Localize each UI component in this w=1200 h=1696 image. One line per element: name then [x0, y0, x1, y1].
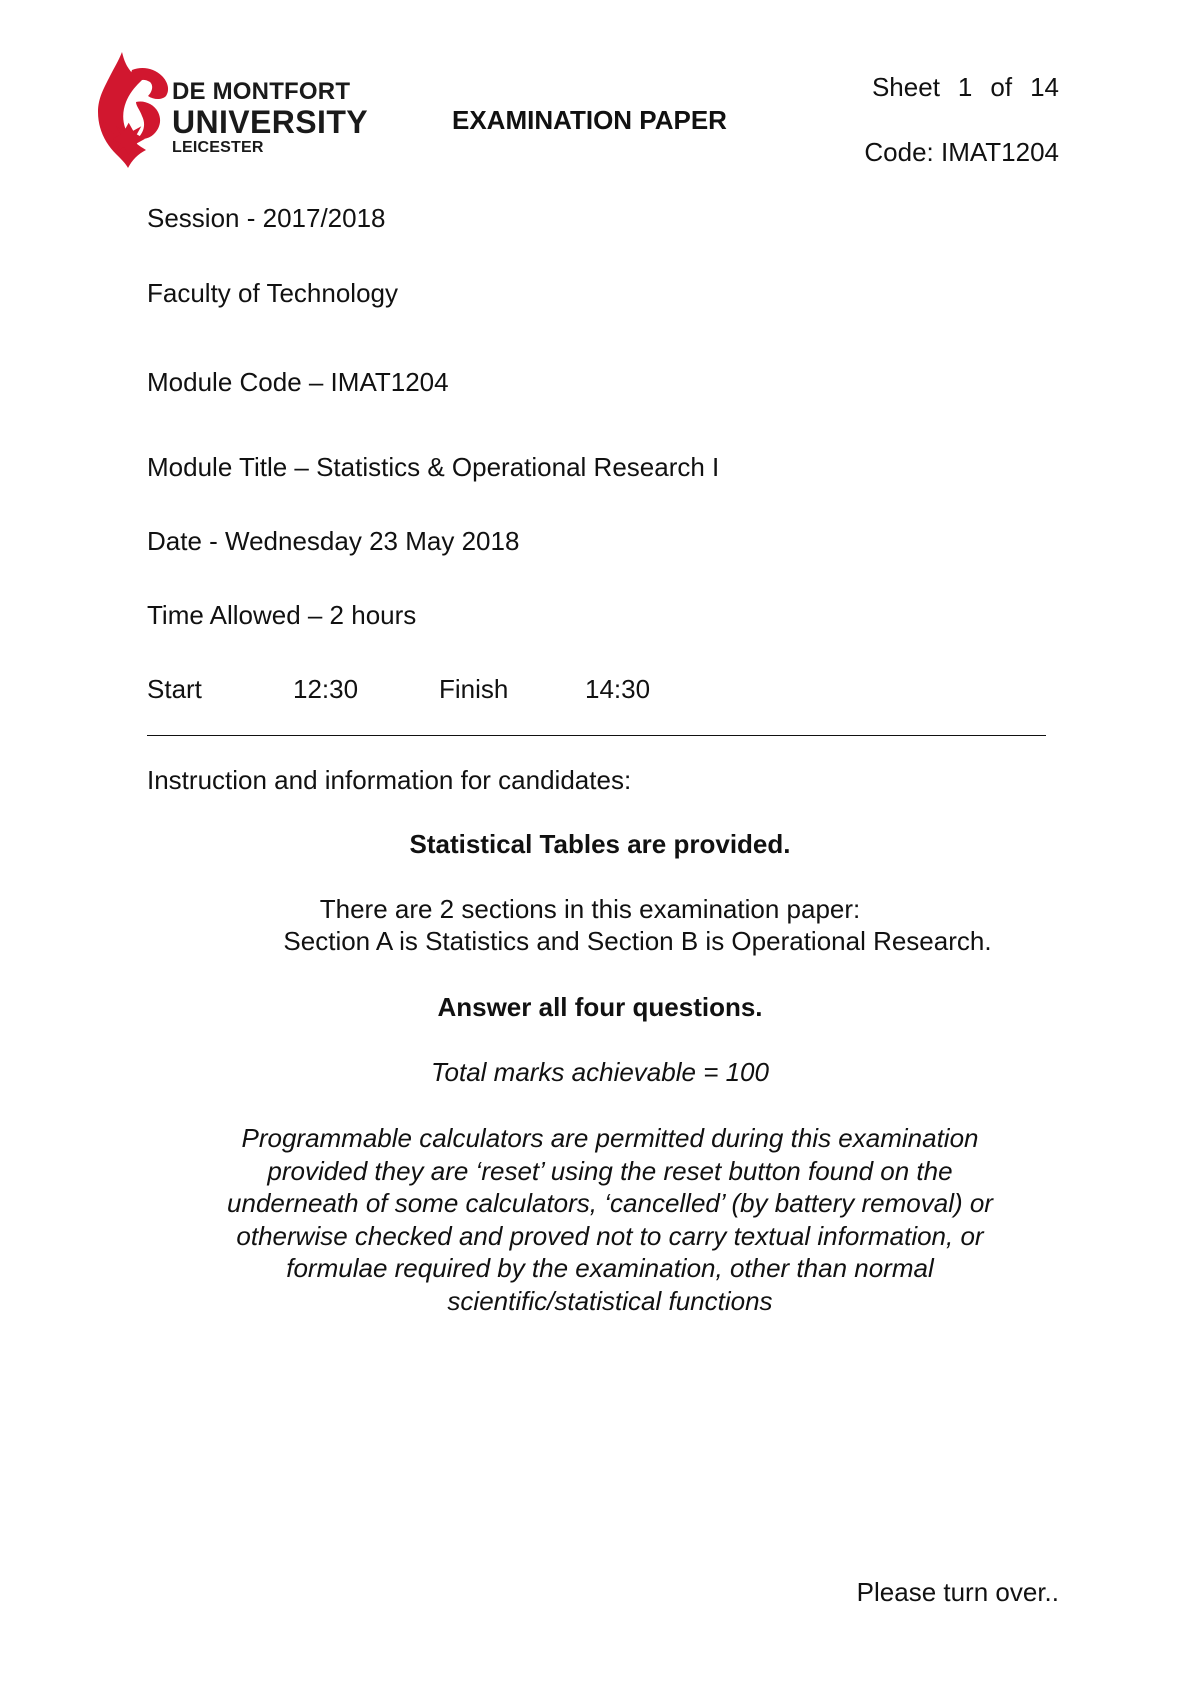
university-logo — [92, 50, 382, 170]
sheet-of-label: of — [990, 72, 1013, 102]
time-allowed-field: Time Allowed – 2 hours — [147, 600, 417, 630]
faculty-field: Faculty of Technology — [147, 278, 398, 308]
total-marks: Total marks achievable = 100 — [431, 1057, 769, 1087]
calculator-policy-line: Programmable calculators are permitted during this examination — [241, 1123, 979, 1153]
logo-wordmark — [172, 80, 368, 156]
logo-line-university: UNIVERSITY — [172, 104, 369, 140]
statistical-tables-note: Statistical Tables are provided. — [409, 829, 791, 859]
finish-time: 14:30 — [585, 674, 651, 704]
module-title-field: Module Title – Statistics & Operational Research I — [147, 452, 720, 482]
start-finish-times — [147, 674, 650, 705]
dmu-lion-crest-icon — [92, 50, 178, 168]
sheet-current: 1 — [957, 72, 973, 102]
exam-paper-title: EXAMINATION PAPER — [452, 105, 727, 135]
exam-date-field: Date - Wednesday 23 May 2018 — [147, 526, 520, 556]
sections-note-line-1: There are 2 sections in this examination paper: — [319, 894, 861, 924]
sheet-label: Sheet — [871, 72, 940, 102]
start-label: Start — [147, 674, 202, 704]
sections-note-line-2: Section A is Statistics and Section B is Operational Research. — [283, 926, 992, 956]
section-divider — [147, 735, 1046, 736]
finish-label: Finish — [439, 674, 509, 704]
calculator-policy — [160, 1122, 1060, 1317]
logo-line-leicester: LEICESTER — [172, 139, 264, 156]
module-code-field: Module Code – IMAT1204 — [147, 367, 449, 397]
logo-line-de-montfort: DE MONTFORT — [172, 78, 351, 105]
sections-note — [150, 893, 1050, 957]
session-field: Session - 2017/2018 — [147, 203, 386, 233]
please-turn-over: Please turn over.. — [856, 1577, 1059, 1607]
calculator-policy-line: formulae required by the examination, other than normal — [286, 1253, 934, 1283]
sheet-indicator — [872, 72, 1059, 103]
start-time: 12:30 — [293, 674, 359, 704]
sheet-total: 14 — [1030, 72, 1059, 102]
calculator-policy-line: otherwise checked and proved not to carry textual information, or — [236, 1220, 984, 1251]
calculator-policy-line: provided they are ‘reset’ using the reset button found on the — [267, 1155, 953, 1186]
calculator-policy-line: underneath of some calculators, ‘cancelled’ (by battery removal) or — [227, 1188, 993, 1218]
answer-instruction: Answer all four questions. — [437, 992, 763, 1022]
calculator-policy-line: scientific/statistical functions — [447, 1285, 773, 1316]
instructions-heading: Instruction and information for candidates: — [147, 765, 632, 795]
exam-code: Code: IMAT1204 — [864, 137, 1059, 167]
